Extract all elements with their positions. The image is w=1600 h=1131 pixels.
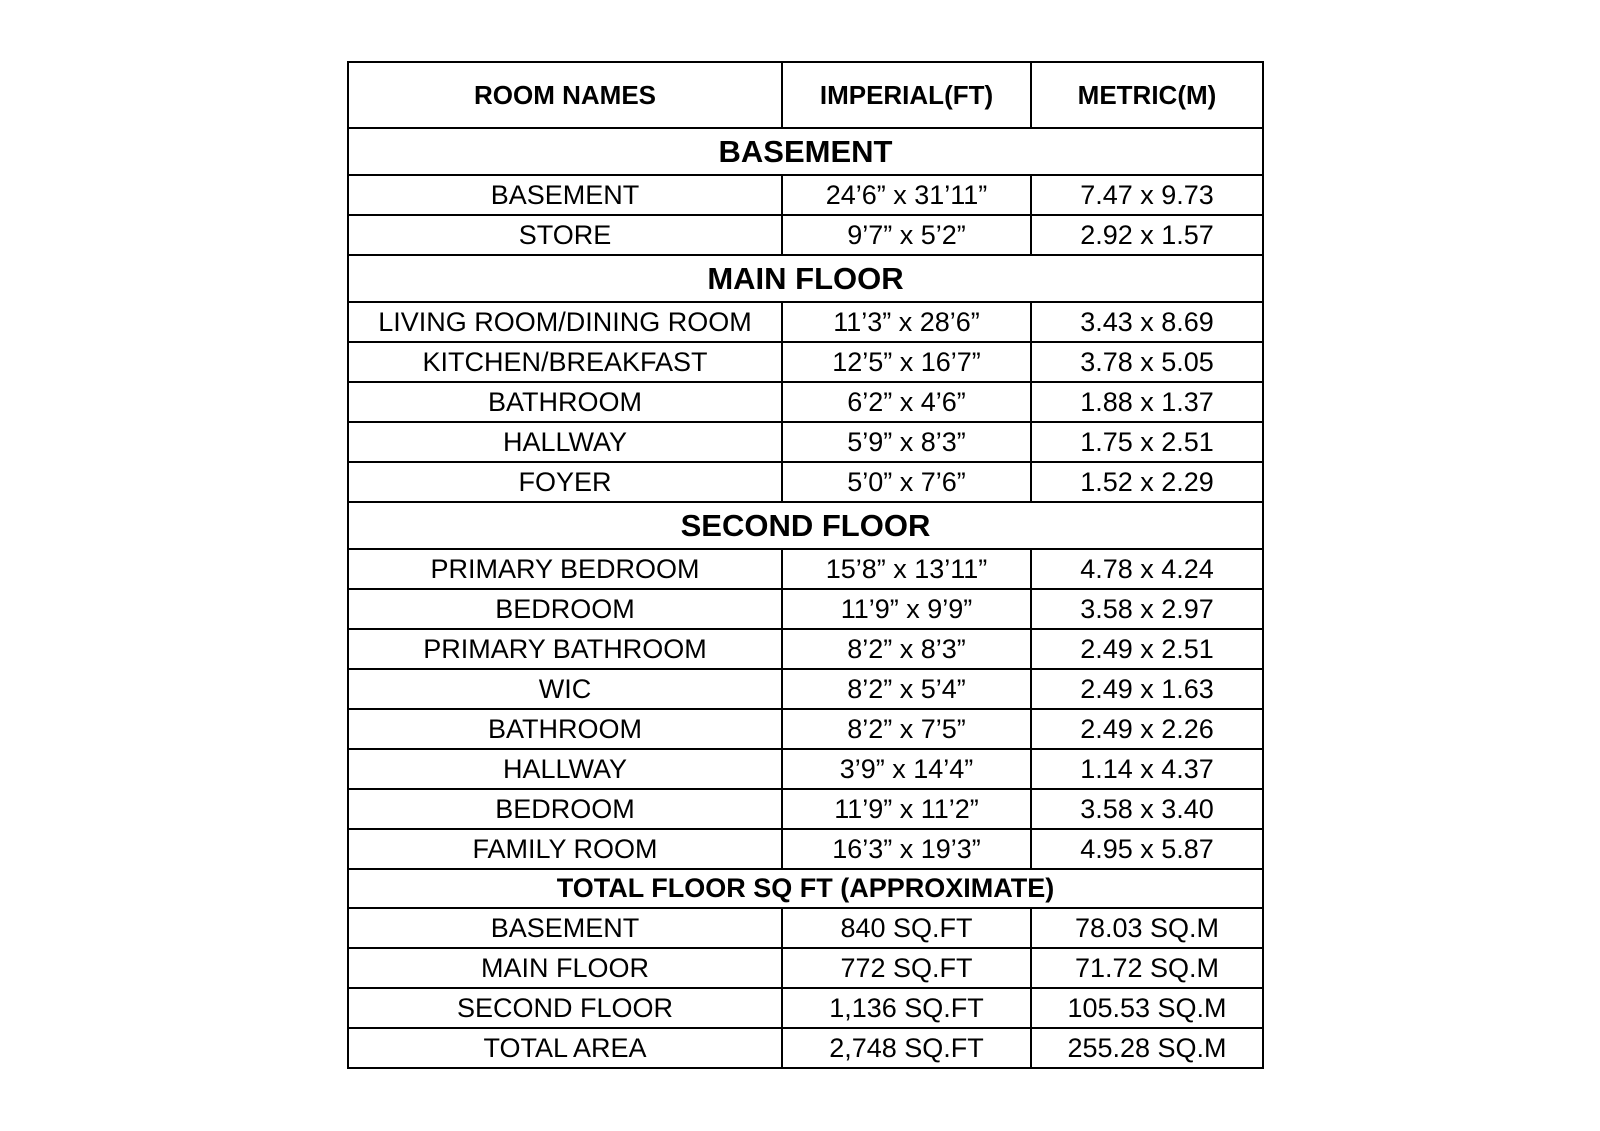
imperial-size: 6’2” x 4’6”	[782, 382, 1031, 422]
metric-area: 105.53 SQ.M	[1031, 988, 1263, 1028]
header-imperial: IMPERIAL(FT)	[782, 62, 1031, 128]
header-row	[348, 62, 1263, 128]
table-row	[348, 382, 1263, 422]
table-row	[348, 948, 1263, 988]
imperial-size: 5’9” x 8’3”	[782, 422, 1031, 462]
table-row	[348, 342, 1263, 382]
metric-area: 255.28 SQ.M	[1031, 1028, 1263, 1068]
section-title-main-floor: MAIN FLOOR	[348, 255, 1263, 302]
floor-name: BASEMENT	[348, 908, 782, 948]
table-row	[348, 175, 1263, 215]
table-row	[348, 549, 1263, 589]
imperial-size: 8’2” x 8’3”	[782, 629, 1031, 669]
metric-size: 4.78 x 4.24	[1031, 549, 1263, 589]
metric-size: 1.52 x 2.29	[1031, 462, 1263, 502]
table-row	[348, 988, 1263, 1028]
room-name: BASEMENT	[348, 175, 782, 215]
room-name: HALLWAY	[348, 749, 782, 789]
metric-area: 78.03 SQ.M	[1031, 908, 1263, 948]
imperial-size: 12’5” x 16’7”	[782, 342, 1031, 382]
section-title-basement: BASEMENT	[348, 128, 1263, 175]
metric-size: 7.47 x 9.73	[1031, 175, 1263, 215]
imperial-size: 24’6” x 31’11”	[782, 175, 1031, 215]
imperial-size: 15’8” x 13’11”	[782, 549, 1031, 589]
imperial-size: 8’2” x 5’4”	[782, 669, 1031, 709]
room-name: KITCHEN/BREAKFAST	[348, 342, 782, 382]
metric-size: 3.78 x 5.05	[1031, 342, 1263, 382]
room-dimensions-table	[347, 61, 1264, 1069]
metric-size: 1.88 x 1.37	[1031, 382, 1263, 422]
metric-size: 1.75 x 2.51	[1031, 422, 1263, 462]
room-name: BATHROOM	[348, 709, 782, 749]
imperial-size: 8’2” x 7’5”	[782, 709, 1031, 749]
metric-size: 3.43 x 8.69	[1031, 302, 1263, 342]
table-row	[348, 709, 1263, 749]
metric-size: 4.95 x 5.87	[1031, 829, 1263, 869]
table-row	[348, 829, 1263, 869]
metric-size: 2.49 x 2.26	[1031, 709, 1263, 749]
room-name: PRIMARY BEDROOM	[348, 549, 782, 589]
table-row	[348, 789, 1263, 829]
table-row	[348, 422, 1263, 462]
metric-area: 71.72 SQ.M	[1031, 948, 1263, 988]
header-room-names: ROOM NAMES	[348, 62, 782, 128]
section-row	[348, 255, 1263, 302]
room-name: BEDROOM	[348, 589, 782, 629]
section-row	[348, 128, 1263, 175]
imperial-size: 11’3” x 28’6”	[782, 302, 1031, 342]
imperial-size: 16’3” x 19’3”	[782, 829, 1031, 869]
table-row	[348, 749, 1263, 789]
room-name: LIVING ROOM/DINING ROOM	[348, 302, 782, 342]
room-name: HALLWAY	[348, 422, 782, 462]
metric-size: 2.49 x 2.51	[1031, 629, 1263, 669]
table-row	[348, 589, 1263, 629]
section-title-totals: TOTAL FLOOR SQ FT (APPROXIMATE)	[348, 869, 1263, 908]
metric-size: 3.58 x 2.97	[1031, 589, 1263, 629]
imperial-size: 3’9” x 14’4”	[782, 749, 1031, 789]
header-metric: METRIC(M)	[1031, 62, 1263, 128]
metric-size: 1.14 x 4.37	[1031, 749, 1263, 789]
table-row	[348, 629, 1263, 669]
table-row	[348, 302, 1263, 342]
section-row	[348, 869, 1263, 908]
imperial-area: 772 SQ.FT	[782, 948, 1031, 988]
floor-name: TOTAL AREA	[348, 1028, 782, 1068]
imperial-size: 11’9” x 9’9”	[782, 589, 1031, 629]
table-row	[348, 908, 1263, 948]
room-name: STORE	[348, 215, 782, 255]
room-name: BATHROOM	[348, 382, 782, 422]
room-name: FOYER	[348, 462, 782, 502]
imperial-size: 9’7” x 5’2”	[782, 215, 1031, 255]
table-row	[348, 462, 1263, 502]
section-title-second-floor: SECOND FLOOR	[348, 502, 1263, 549]
floor-name: MAIN FLOOR	[348, 948, 782, 988]
room-name: BEDROOM	[348, 789, 782, 829]
table-row	[348, 1028, 1263, 1068]
imperial-size: 5’0” x 7’6”	[782, 462, 1031, 502]
table-row	[348, 669, 1263, 709]
section-row	[348, 502, 1263, 549]
metric-size: 3.58 x 3.40	[1031, 789, 1263, 829]
imperial-size: 11’9” x 11’2”	[782, 789, 1031, 829]
floor-name: SECOND FLOOR	[348, 988, 782, 1028]
table-row	[348, 215, 1263, 255]
imperial-area: 2,748 SQ.FT	[782, 1028, 1031, 1068]
room-name: WIC	[348, 669, 782, 709]
room-name: PRIMARY BATHROOM	[348, 629, 782, 669]
imperial-area: 1,136 SQ.FT	[782, 988, 1031, 1028]
room-name: FAMILY ROOM	[348, 829, 782, 869]
metric-size: 2.49 x 1.63	[1031, 669, 1263, 709]
imperial-area: 840 SQ.FT	[782, 908, 1031, 948]
metric-size: 2.92 x 1.57	[1031, 215, 1263, 255]
